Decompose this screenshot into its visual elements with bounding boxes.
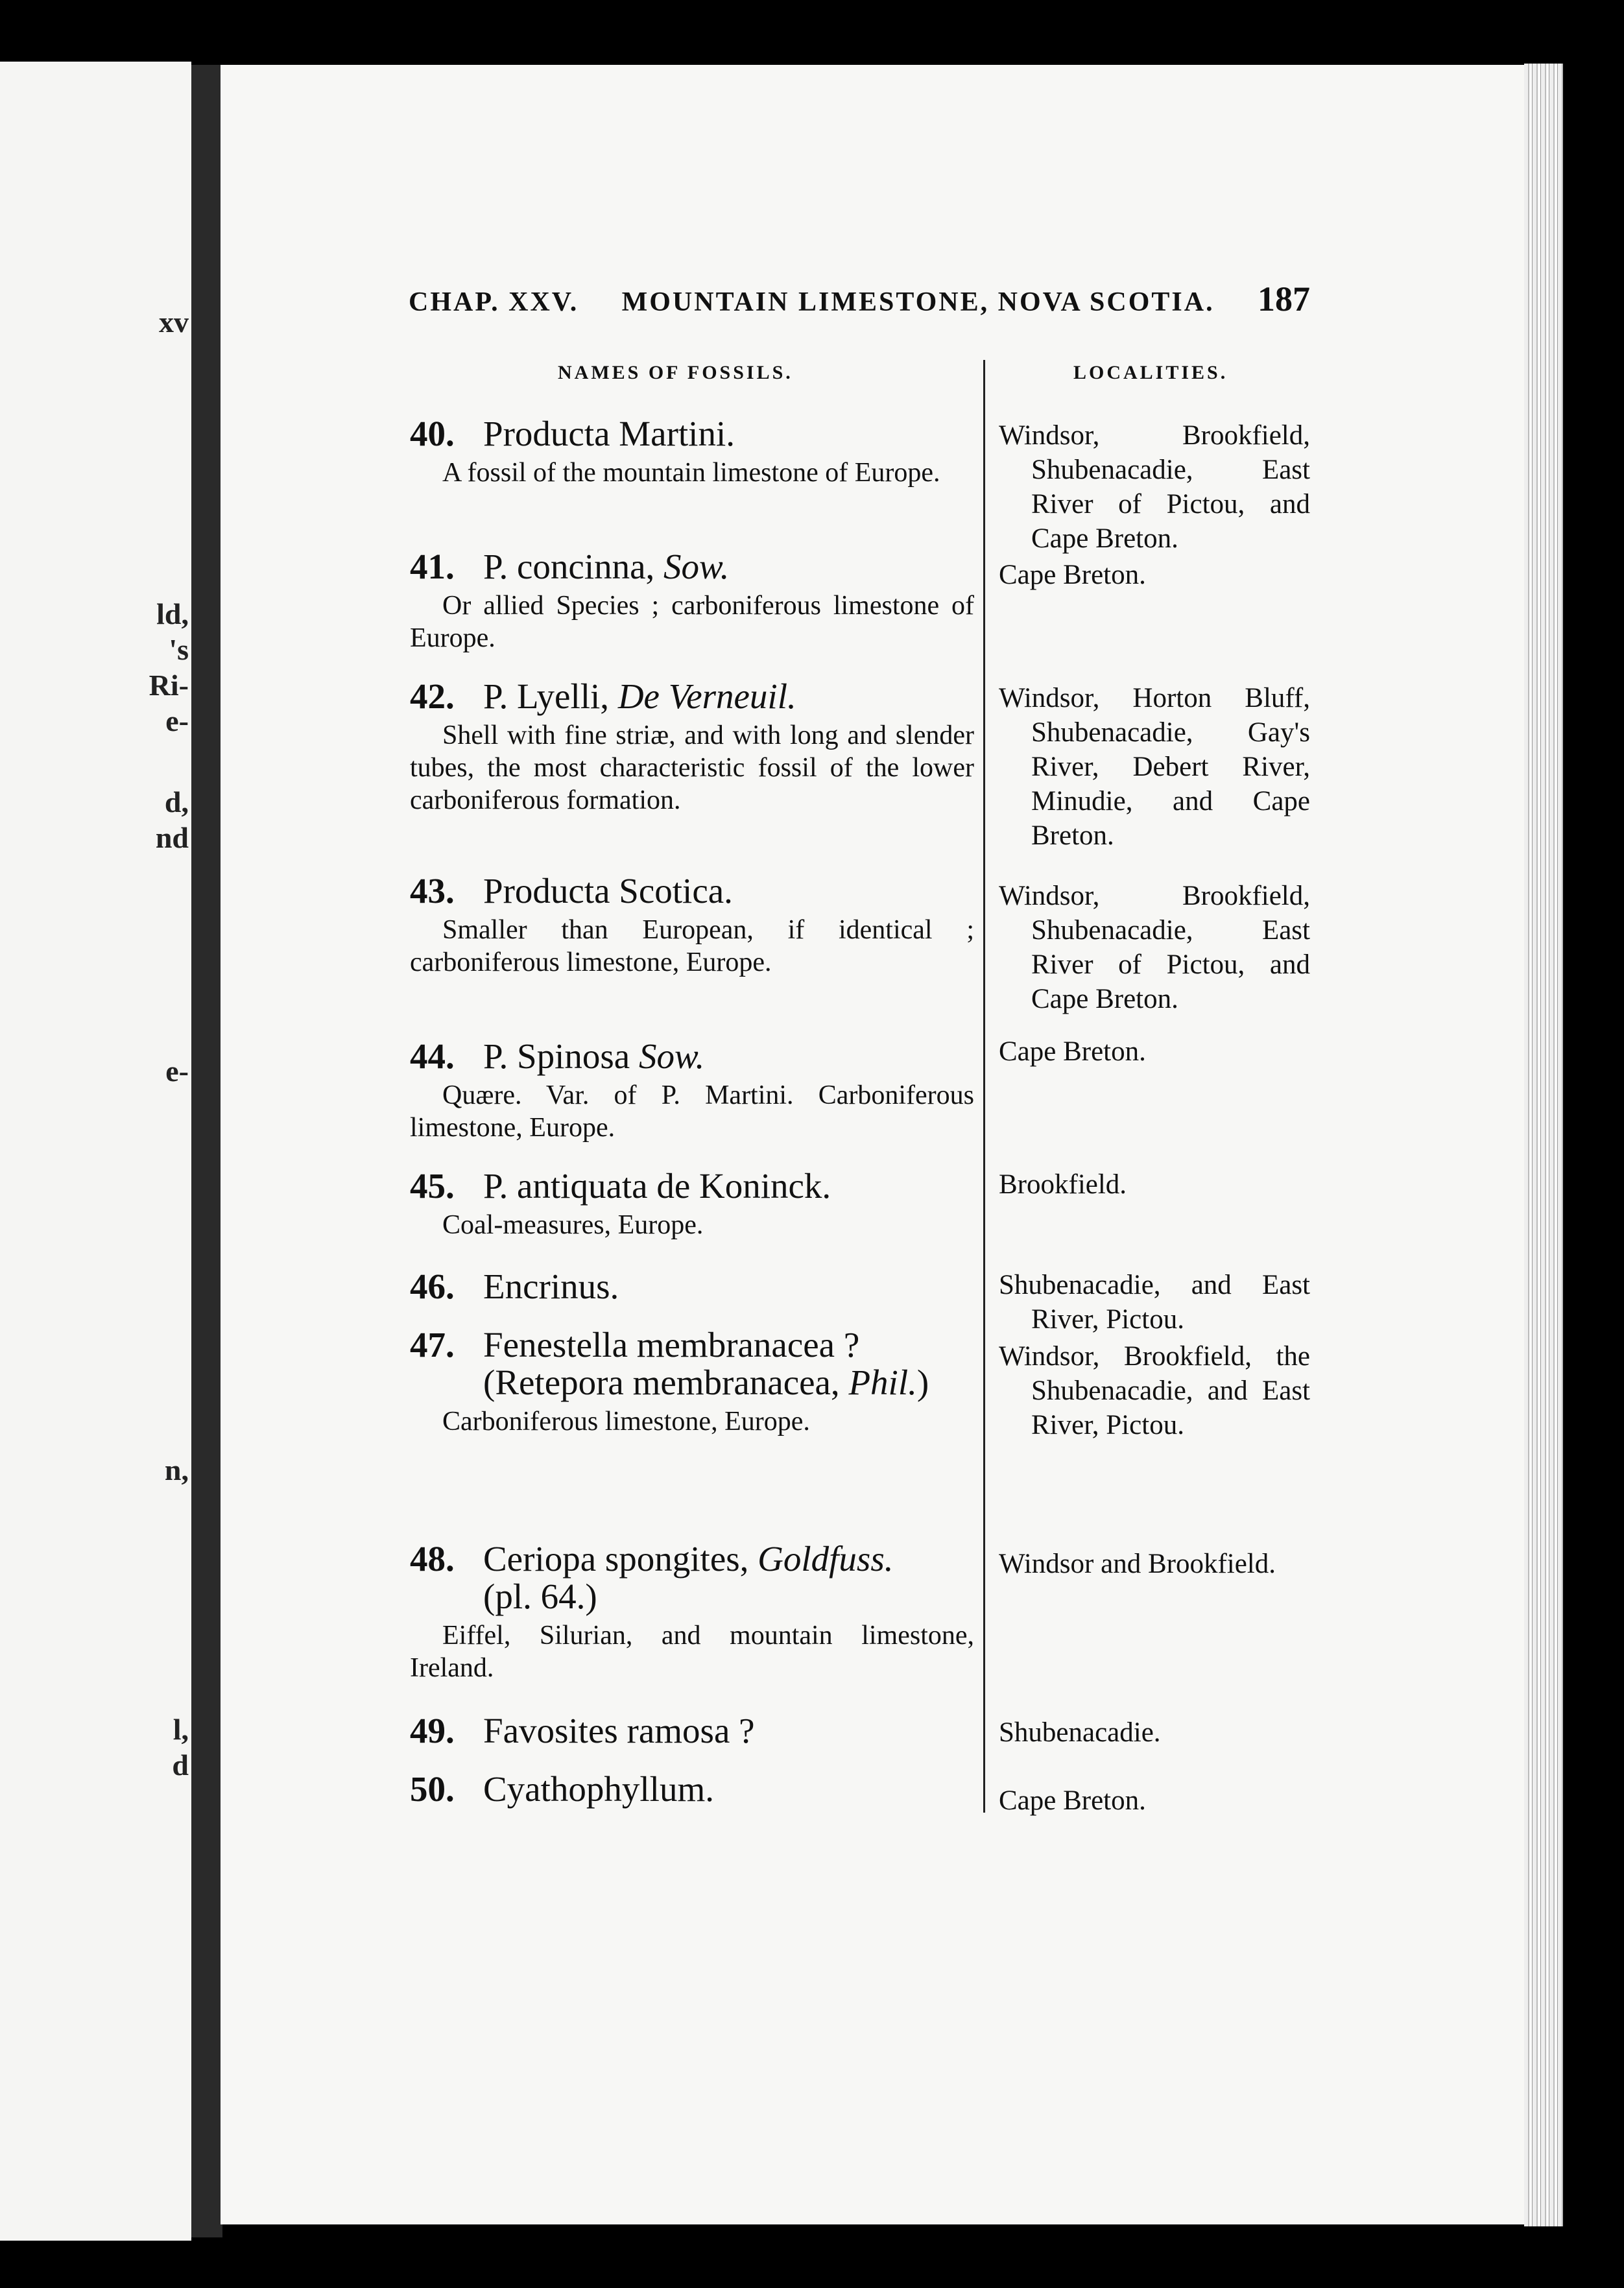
fossil-localities: Cape Breton. — [999, 560, 1146, 590]
fossil-name-line — [410, 1540, 974, 1578]
running-title: MOUNTAIN LIMESTONE, NOVA SCOTIA. — [621, 287, 1215, 317]
fossil-name-line — [410, 1770, 974, 1808]
page-edge-shadow — [1563, 64, 1624, 2226]
entry-number: 40. — [410, 414, 455, 453]
page-edges — [1524, 64, 1563, 2226]
fossil-name-line — [410, 872, 974, 910]
facing-page-text: d — [172, 1748, 189, 1782]
entry-number: 41. — [410, 547, 455, 586]
entry-number: 43. — [410, 871, 455, 911]
fossil-note: Quære. Var. of P. Martini. Carboniferous limestone, Europe. — [410, 1080, 974, 1143]
fossil-localities: Cape Breton. — [999, 1036, 1146, 1067]
fossil-name-line — [410, 1268, 974, 1305]
facing-page-text: n, — [164, 1453, 189, 1486]
fossil-name: Producta Martini. — [483, 414, 735, 453]
fossil-entry — [410, 415, 974, 489]
fossil-entry — [410, 678, 974, 816]
fossil-name-line — [410, 1167, 974, 1205]
fossil-name: P. Spinosa — [483, 1036, 639, 1076]
entry-number: 42. — [410, 676, 455, 716]
facing-page-text: xv — [159, 305, 189, 339]
facing-page-text: e- — [165, 1055, 189, 1088]
fossil-name: Cyathophyllum. — [483, 1769, 714, 1809]
page-number: 187 — [1258, 280, 1310, 318]
fossil-name: Ceriopa spongites, — [483, 1539, 758, 1579]
fossil-name-continuation: (pl. 64.) — [483, 1577, 597, 1616]
fossil-name-line — [410, 415, 974, 453]
fossil-entry — [410, 1540, 974, 1684]
fossil-entry — [410, 1770, 974, 1808]
fossil-name: P. antiquata de Koninck. — [483, 1166, 831, 1206]
entry-number: 45. — [410, 1166, 455, 1206]
entry-number: 46. — [410, 1267, 455, 1306]
entry-number: 49. — [410, 1711, 455, 1750]
fossil-authority: Goldfuss. — [758, 1539, 894, 1579]
fossil-name-line — [410, 1326, 974, 1364]
fossil-name: P. Lyelli, — [483, 676, 618, 716]
facing-page-text: ld, — [156, 597, 189, 630]
book-page — [221, 65, 1531, 2224]
facing-page-text: 's — [169, 633, 189, 666]
fossil-localities: Cape Breton. — [999, 1785, 1146, 1816]
fossil-localities: Windsor, Horton Bluff, Shubenacadie, Gay's River, Debert River, Minudie, and Cape Breton. — [999, 683, 1310, 851]
fossil-name: P. concinna, — [483, 547, 664, 586]
fossil-note: Carboniferous limestone, Europe. — [442, 1407, 810, 1436]
facing-page-text: d, — [164, 785, 189, 818]
localities-column-header: LOCALITIES. — [1073, 362, 1228, 383]
chapter-label: CHAP. XXV. — [409, 287, 579, 317]
fossil-localities: Windsor, Brookfield, the Shubenacadie, and East River, Pictou. — [999, 1341, 1310, 1440]
facing-page-text: e- — [165, 704, 189, 737]
entry-number: 48. — [410, 1539, 455, 1579]
fossil-note: A fossil of the mountain limestone of Europe. — [442, 458, 940, 488]
names-column-header: NAMES OF FOSSILS. — [558, 362, 793, 383]
fossil-name-line — [410, 1712, 974, 1750]
fossil-name: Encrinus. — [483, 1267, 619, 1306]
fossil-name-line — [410, 548, 974, 586]
running-head — [409, 279, 1310, 324]
fossil-entry — [410, 1268, 974, 1305]
facing-page-text: nd — [155, 821, 189, 854]
fossil-authority: Sow. — [663, 547, 730, 586]
entry-number: 47. — [410, 1325, 455, 1364]
entry-number: 50. — [410, 1769, 455, 1809]
fossil-note: Smaller than European, if identical ; carboniferous limestone, Europe. — [410, 915, 974, 977]
fossil-entry — [410, 1038, 974, 1144]
fossil-localities: Windsor and Brookfield. — [999, 1549, 1276, 1579]
fossil-entry — [410, 1712, 974, 1750]
fossil-name-continuation: (Retepora membranacea, Phil.) — [483, 1363, 929, 1402]
fossil-authority: De Verneuil. — [617, 676, 796, 716]
facing-page-text: Ri- — [149, 669, 189, 702]
fossil-entry — [410, 872, 974, 979]
fossil-entry — [410, 1167, 974, 1241]
fossil-note: Shell with fine striæ, and with long and slender tubes, the most characteristic fossil of the lower carboniferous formation. — [410, 721, 974, 815]
fossil-note: Coal-measures, Europe. — [442, 1210, 704, 1240]
fossil-name-line — [410, 678, 974, 715]
fossil-localities: Brookfield. — [999, 1169, 1127, 1200]
fossil-name: Favosites ramosa ? — [483, 1711, 755, 1750]
fossil-localities: Shubenacadie, and East River, Pictou. — [999, 1270, 1310, 1335]
fossil-localities: Windsor, Brookfield, Shubenacadie, East River of Pictou, and Cape Breton. — [999, 420, 1310, 554]
fossil-entry — [410, 1326, 974, 1438]
fossil-name-line — [410, 1038, 974, 1075]
entry-number: 44. — [410, 1036, 455, 1076]
book-gutter — [191, 65, 222, 2237]
fossil-localities: Windsor, Brookfield, Shubenacadie, East River of Pictou, and Cape Breton. — [999, 881, 1310, 1014]
column-rule — [983, 360, 985, 1813]
fossil-note: Eiffel, Silurian, and mountain limestone, Ireland. — [410, 1621, 974, 1683]
fossil-localities: Shubenacadie. — [999, 1717, 1161, 1748]
fossil-name: Producta Scotica. — [483, 871, 733, 911]
fossil-note: Or allied Species ; carboniferous limestone of Europe. — [410, 591, 974, 653]
fossil-authority: Sow. — [638, 1036, 705, 1076]
fossil-name: Fenestella membranacea ? — [483, 1325, 860, 1364]
fossil-entry — [410, 548, 974, 654]
facing-page-text: l, — [173, 1713, 189, 1746]
facing-page-fragment — [0, 62, 191, 2241]
